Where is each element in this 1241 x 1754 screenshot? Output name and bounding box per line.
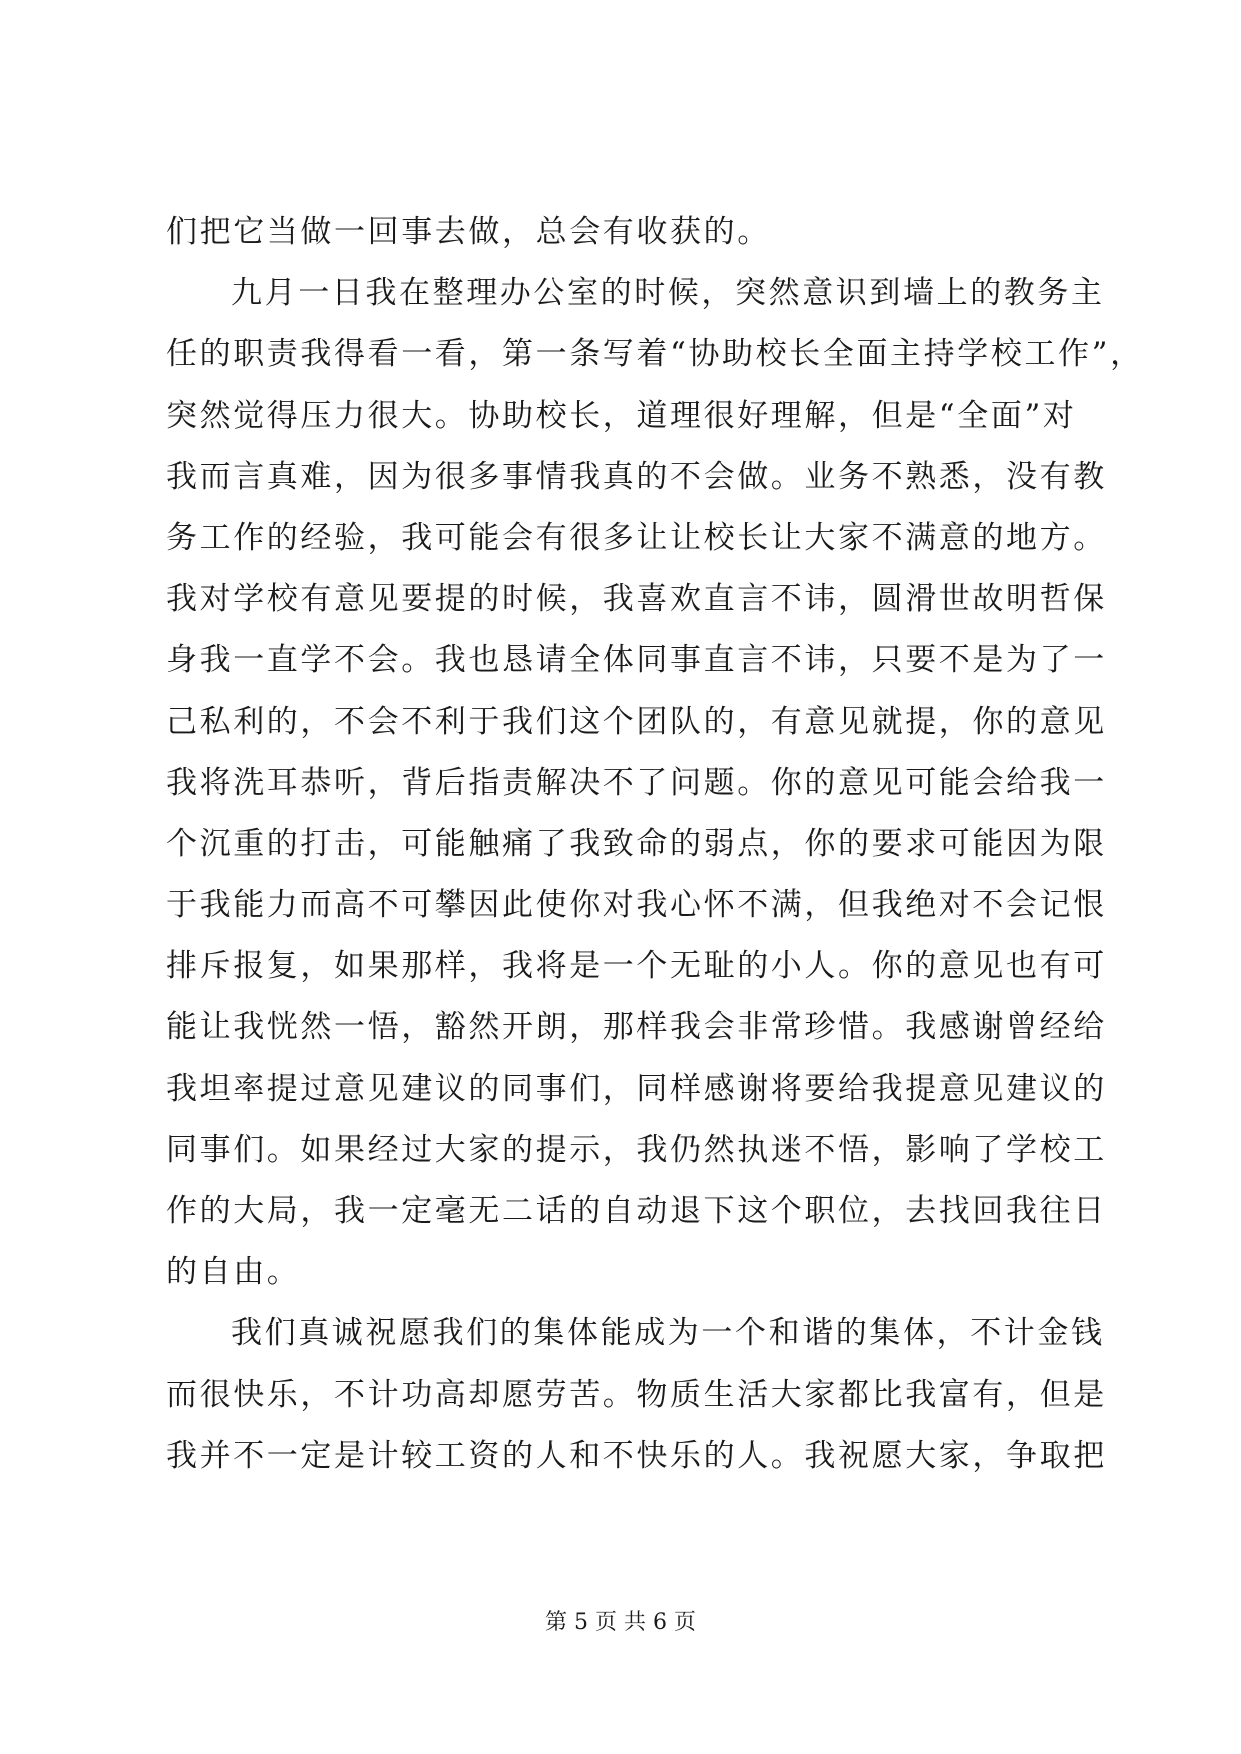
text-line: 能让我恍然一悟，豁然开朗，那样我会非常珍惜。我感谢曾经给 [166,1009,1107,1046]
text-line: 己私利的，不会不利于我们这个团队的，有意见就提，你的意见 [166,703,1107,740]
text-line: 同事们。如果经过大家的提示，我仍然执迷不悟，影响了学校工 [166,1131,1107,1168]
text-line: 我而言真难，因为很多事情我真的不会做。业务不熟悉，没有教 [166,458,1107,495]
text-line: 务工作的经验，我可能会有很多让让校长让大家不满意的地方。 [166,519,1107,556]
text-line: 任的职责我得看一看，第一条写着“协助校长全面主持学校工作”， [166,336,1144,373]
text-line: 身我一直学不会。我也恳请全体同事直言不讳，只要不是为了一 [166,642,1107,679]
text-line: 我并不一定是计较工资的人和不快乐的人。我祝愿大家，争取把 [166,1437,1107,1474]
text-line: 个沉重的打击，可能触痛了我致命的弱点，你的要求可能因为限 [166,825,1107,862]
page-number-footer: 第 5 页 共 6 页 [545,1610,696,1635]
text-line: 的自由。 [166,1254,301,1291]
text-line: 突然觉得压力很大。协助校长，道理很好理解，但是“全面”对 [166,397,1077,434]
text-line: 我坦率提过意见建议的同事们，同样感谢将要给我提意见建议的 [166,1070,1107,1107]
text-line: 排斥报复，如果那样，我将是一个无耻的小人。你的意见也有可 [166,948,1107,985]
paragraph-first-line: 我们真诚祝愿我们的集体能成为一个和谐的集体，不计金钱 [231,1315,1105,1352]
text-line: 作的大局，我一定毫无二话的自动退下这个职位，去找回我往日 [166,1193,1107,1229]
text-line: 而很快乐，不计功高却愿劳苦。物质生活大家都比我富有，但是 [166,1376,1107,1413]
text-line: 我将洗耳恭听，背后指责解决不了问题。你的意见可能会给我一 [166,764,1107,801]
body-text [166,202,1144,1487]
text-line: 于我能力而高不可攀因此使你对我心怀不满，但我绝对不会记恨 [166,887,1107,924]
text-line: 们把它当做一回事去做，总会有收获的。 [166,214,771,250]
text-line: 我对学校有意见要提的时候，我喜欢直言不讳，圆滑世故明哲保 [166,581,1107,618]
paragraph-first-line: 九月一日我在整理办公室的时候，突然意识到墙上的教务主 [231,275,1105,312]
